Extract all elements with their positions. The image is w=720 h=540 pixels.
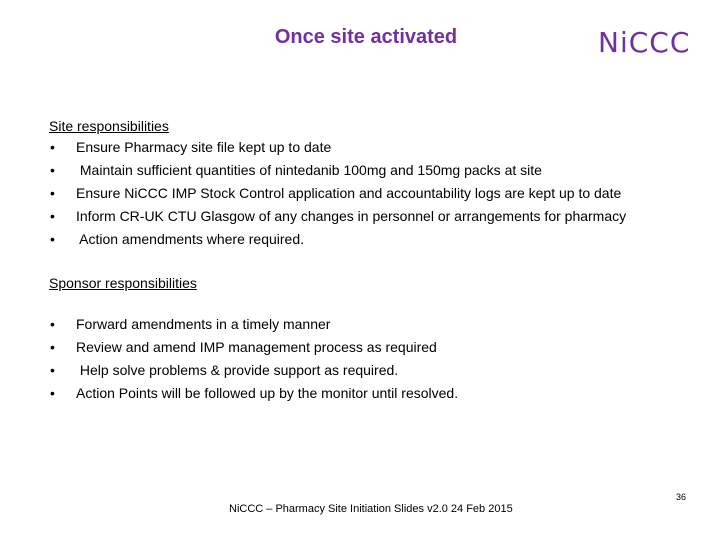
list-item-text: Ensure Pharmacy site file kept up to date: [76, 139, 332, 155]
list-item-text: Review and amend IMP management process as required: [76, 339, 437, 355]
slide-title: Once site activated: [274, 26, 458, 48]
page-number: 36: [675, 492, 686, 502]
sponsor-responsibilities-list: [49, 313, 458, 405]
list-item: [49, 136, 626, 159]
list-item: [49, 159, 626, 182]
bullet-icon: •: [50, 185, 55, 201]
list-item-text: Action Points will be followed up by the monitor until resolved.: [76, 385, 459, 401]
list-item: [49, 313, 458, 336]
bullet-icon: •: [50, 385, 55, 401]
list-item: [49, 228, 626, 251]
list-item-text: Inform CR-UK CTU Glasgow of any changes in personnel or arrangements for pharmacy: [76, 208, 627, 224]
list-item-text: Ensure NiCCC IMP Stock Control application and accountability logs are kept up to date: [76, 185, 622, 201]
list-item-text: Action amendments where required.: [76, 231, 305, 247]
list-item: [49, 382, 458, 405]
list-item-text: Forward amendments in a timely manner: [76, 316, 331, 332]
bullet-icon: •: [50, 362, 55, 378]
list-item: [49, 205, 626, 228]
bullet-icon: •: [50, 208, 55, 224]
niccc-logo: NiCCC: [598, 26, 691, 59]
bullet-icon: •: [50, 162, 55, 178]
site-responsibilities-list: [49, 136, 626, 251]
list-item: [49, 182, 626, 205]
bullet-icon: •: [50, 316, 55, 332]
bullet-icon: •: [50, 139, 55, 155]
site-responsibilities-heading: Site responsibilities: [49, 118, 169, 134]
bullet-icon: •: [50, 339, 55, 355]
slide-footer: NiCCC – Pharmacy Site Initiation Slides v2.0 24 Feb 2015: [229, 503, 513, 515]
list-item-text: Maintain sufficient quantities of nintedanib 100mg and 150mg packs at site: [76, 162, 542, 178]
list-item: [49, 359, 458, 382]
list-item: [49, 336, 458, 359]
list-item-text: Help solve problems & provide support as required.: [76, 362, 399, 378]
sponsor-responsibilities-heading: Sponsor responsibilities: [49, 275, 197, 291]
bullet-icon: •: [50, 231, 55, 247]
